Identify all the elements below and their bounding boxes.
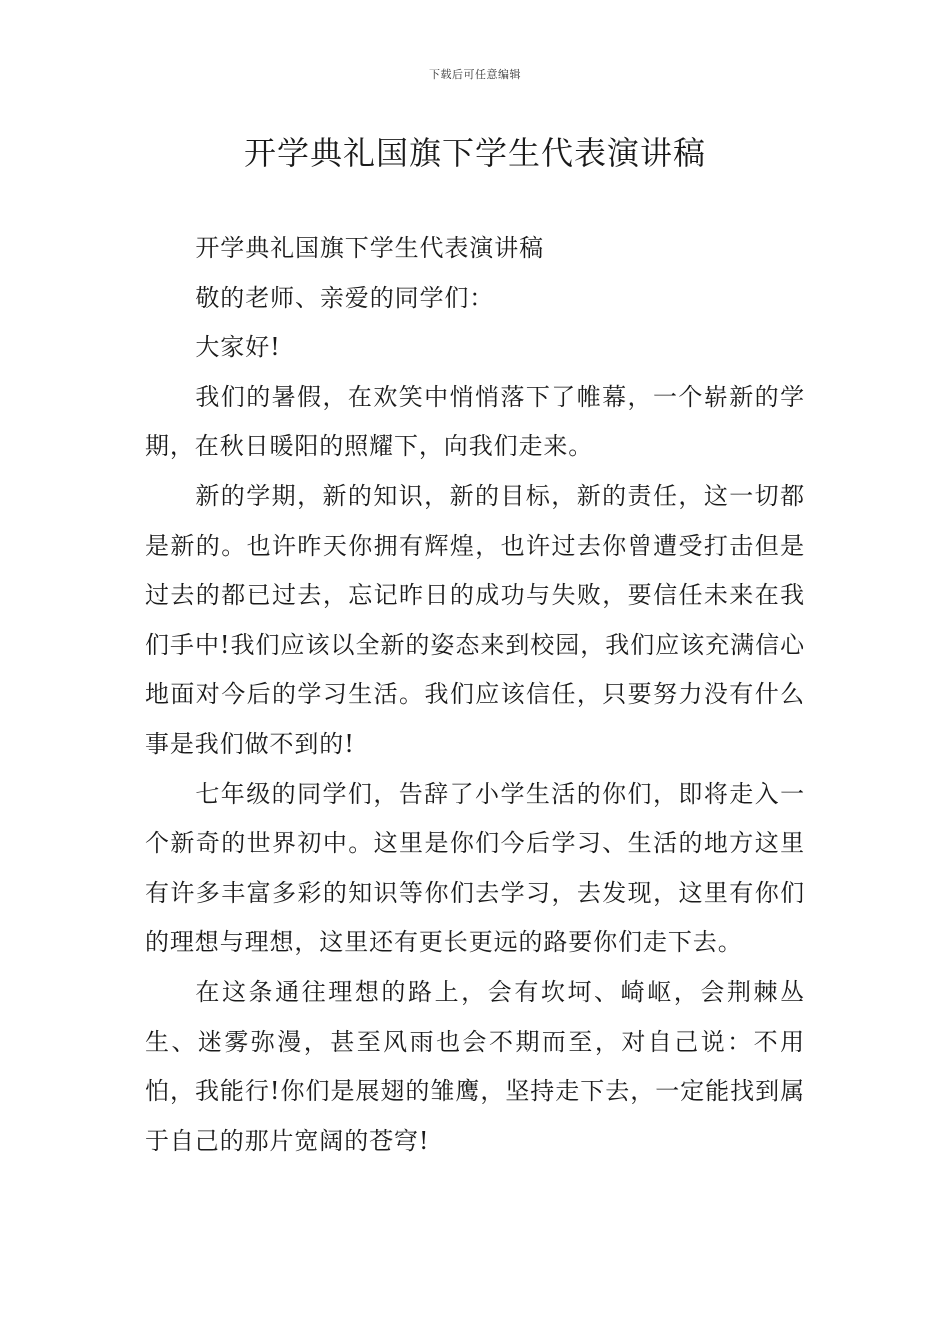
paragraph: 在这条通往理想的路上，会有坎坷、崎岖，会荆棘丛生、迷雾弥漫，甚至风雨也会不期而至，对自己说：不用怕，我能行!你们是展翅的雏鹰，坚持走下去，一定能找到属于自己的那片宽阔的苍穹!: [145, 977, 805, 1155]
header-note: 下载后可任意编辑: [429, 68, 521, 81]
paragraph: 七年级的同学们，告辞了小学生活的你们，即将走入一个新奇的世界初中。这里是你们今后学习、生活的地方这里有许多丰富多彩的知识等你们去学习，去发现，这里有你们的理想与理想，这里还有更长更远的路要你们走下去。: [145, 779, 805, 957]
paragraph-salutation: 敬的老师、亲爱的同学们：: [195, 283, 495, 312]
paragraph: 我们的暑假，在欢笑中悄悄落下了帷幕，一个崭新的学期，在秋日暖阳的照耀下，向我们走来。: [145, 382, 805, 461]
paragraph-subtitle: 开学典礼国旗下学生代表演讲稿: [195, 234, 544, 262]
document-body: [145, 224, 805, 1166]
document-title: 开学典礼国旗下学生代表演讲稿: [243, 134, 706, 172]
paragraph-greeting: 大家好!: [195, 333, 281, 362]
paragraph: 新的学期，新的知识，新的目标，新的责任，这一切都是新的。也许昨天你拥有辉煌，也许过去你曾遭受打击但是过去的都已过去，忘记昨日的成功与失败，要信任未来在我们手中!我们应该以全新的姿态来到校园，我们应该充满信心地面对今后的学习生活。我们应该信任，只要努力没有什么事是我们做不到的!: [145, 481, 805, 758]
